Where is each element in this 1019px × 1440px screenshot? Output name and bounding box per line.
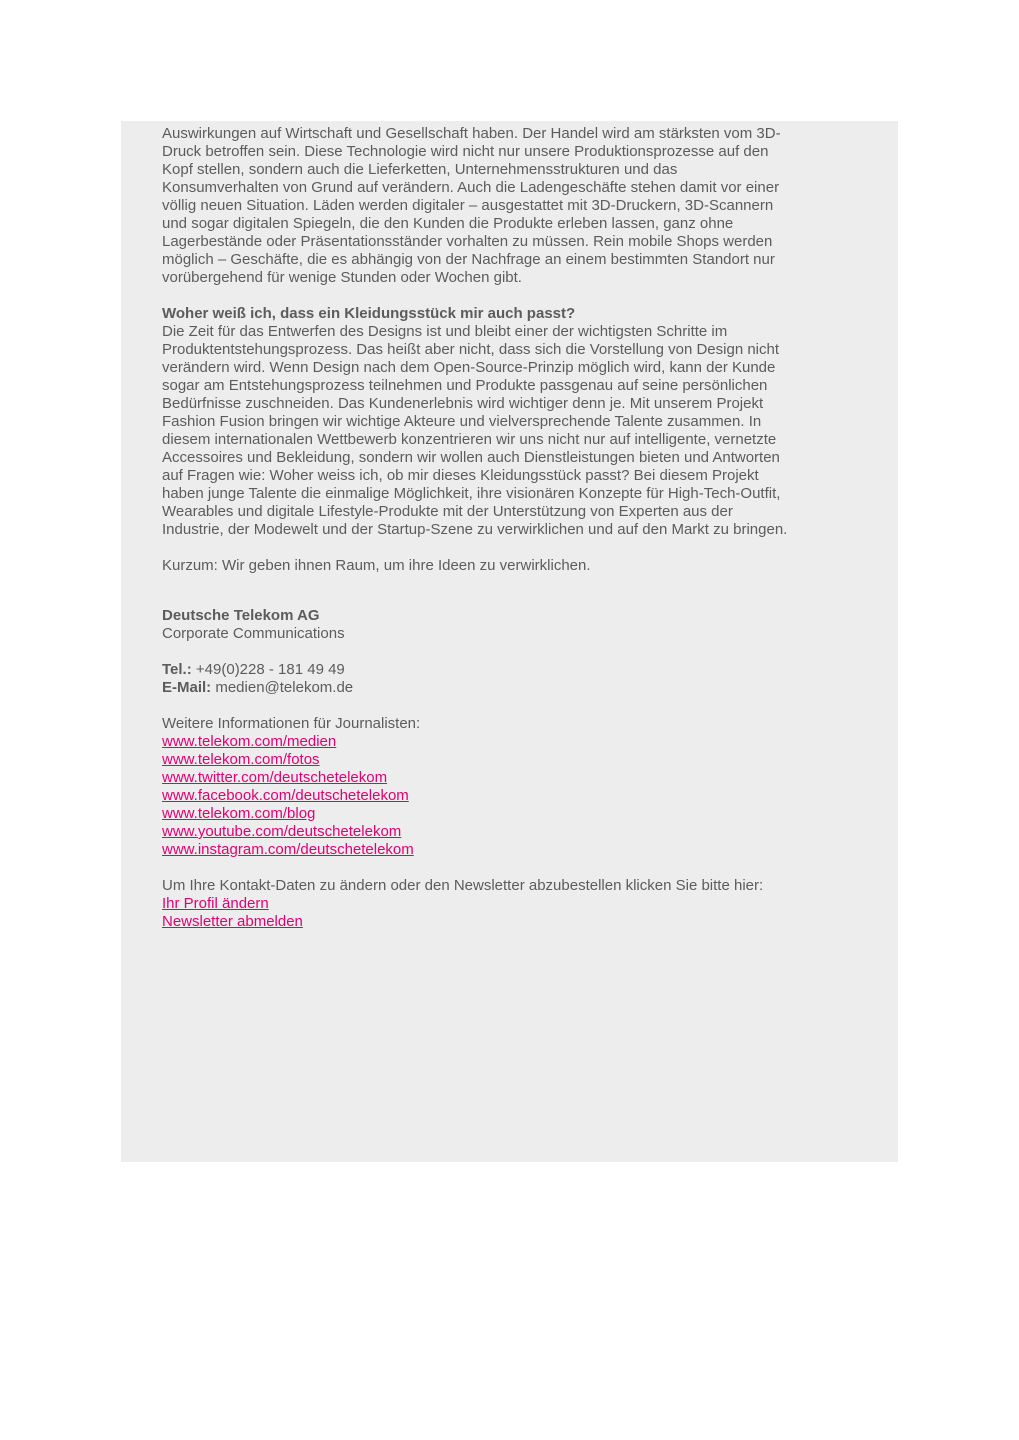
text-column [162, 125, 792, 931]
article-paragraph-2: Die Zeit für das Entwerfen des Designs ist und bleibt einer der wichtigsten Schritte im Produktentstehungsprozess. Das heißt aber nicht, dass sich die Vorstellung von Design nicht verändern wird. Wenn Design nach dem Open-Source-Prinzip möglich wird, kann der Kunde sogar am Entstehungsprozess teilnehmen und Produkte passgenau auf seine persönlichen Bedürfnisse zuschneiden. Das Kundenerlebnis wird wichtiger denn je. Mit unserem Projekt Fashion Fusion bringen wir wichtige Akteure und vielversprechende Talente zusammen. In diesem internationalen Wettbewerb konzentrieren wir uns nicht nur auf intelligente, vernetzte Accessoires und Bekleidung, sondern wir wollen auch Dienstleistungen bieten und Antworten auf Fragen wie: Woher weiss ich, ob mir dieses Kleidungsstück passt? Bei diesem Projekt haben junge Talente die einmalige Möglichkeit, ihre visionären Konzepte für High-Tech-Outfit, Wearables und digitale Lifestyle-Produkte mit der Unterstützung von Experten aus der Industrie, der Modewelt und der Startup-Szene zu verwirklichen und auf den Markt zu bringen. [162, 323, 788, 538]
change-profile-link[interactable]: Ihr Profil ändern [162, 895, 269, 912]
email-value: medien@telekom.de [215, 679, 354, 696]
section-heading: Woher weiß ich, dass ein Kleidungsstück mir auch passt? [162, 305, 576, 322]
link-facebook[interactable]: www.facebook.com/deutschetelekom [162, 787, 409, 804]
footer-block [162, 877, 792, 931]
link-instagram[interactable]: www.instagram.com/deutschetelekom [162, 841, 414, 858]
email-line [162, 679, 792, 697]
link-telekom-fotos[interactable]: www.telekom.com/fotos [162, 751, 320, 768]
email-label: E-Mail: [162, 679, 212, 696]
closing-line: Kurzum: Wir geben ihnen Raum, um ihre Ideen zu verwirklichen. [162, 557, 591, 574]
company-name: Deutsche Telekom AG [162, 607, 320, 624]
journalist-info-intro: Weitere Informationen für Journalisten: [162, 715, 421, 732]
journalist-links-block [162, 715, 792, 859]
unsubscribe-newsletter-link[interactable]: Newsletter abmelden [162, 913, 303, 930]
link-telekom-blog[interactable]: www.telekom.com/blog [162, 805, 316, 822]
newsletter-content-panel [121, 121, 898, 1162]
footer-intro: Um Ihre Kontakt-Daten zu ändern oder den Newsletter abzubestellen klicken Sie bitte hier: [162, 877, 764, 894]
contact-block [162, 607, 792, 697]
phone-line [162, 661, 792, 679]
link-twitter[interactable]: www.twitter.com/deutschetelekom [162, 769, 388, 786]
department-name: Corporate Communications [162, 625, 345, 642]
link-youtube[interactable]: www.youtube.com/deutschetelekom [162, 823, 402, 840]
link-telekom-medien[interactable]: www.telekom.com/medien [162, 733, 337, 750]
article-paragraph-1: Auswirkungen auf Wirtschaft und Gesellschaft haben. Der Handel wird am stärksten vom 3D-Druck betroffen sein. Diese Technologie wird nicht nur unsere Produktionsprozesse auf den Kopf stellen, sondern auch die Lieferketten, Unternehmensstrukturen und das Konsumverhalten von Grund auf verändern. Auch die Ladengeschäfte stehen damit vor einer völlig neuen Situation. Läden werden digitaler – ausgestattet mit 3D-Druckern, 3D-Scannern und sogar digitalen Spiegeln, die den Kunden die Produkte erleben lassen, ganz ohne Lagerbestände oder Präsentationsständer vorhalten zu müssen. Rein mobile Shops werden möglich – Geschäfte, die es abhängig von der Nachfrage an einem bestimmten Standort nur vorübergehend für wenige Stunden oder Wochen gibt. [162, 125, 781, 286]
phone-label: Tel.: [162, 661, 192, 678]
spacer [162, 643, 792, 661]
phone-value: +49(0)228 - 181 49 49 [195, 661, 345, 678]
